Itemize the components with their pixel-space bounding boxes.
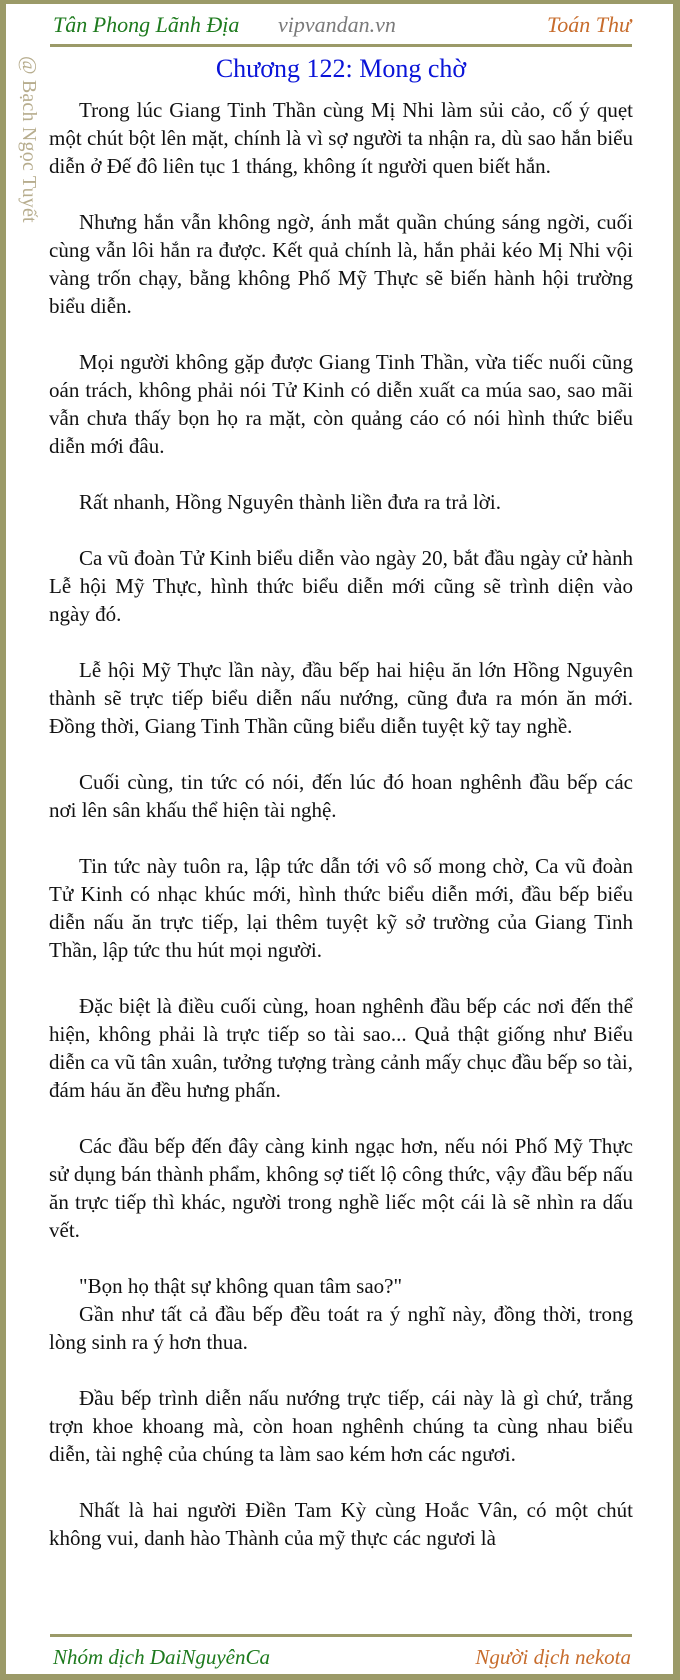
page-footer — [53, 1640, 631, 1674]
paragraph: Nhưng hắn vẫn không ngờ, ánh mắt quần chúng sáng ngời, cuối cùng vẫn lôi hắn ra được. Kết quả chính là, hắn phải kéo Mị Nhi vội vàng trốn chạy, bằng không Phố Mỹ Thực sẽ biến hành hội trường biểu diễn. — [49, 210, 633, 318]
paragraph: Gần như tất cả đầu bếp đều toát ra ý nghĩ này, đồng thời, trong lòng sinh ra ý hơn thua. — [49, 1302, 633, 1354]
site-name: Tân Phong Lãnh Địa — [53, 12, 240, 37]
watermark: @ Bạch Ngọc Tuyết — [18, 56, 40, 223]
page — [6, 4, 673, 1674]
paragraph: Lễ hội Mỹ Thực lần này, đầu bếp hai hiệu ăn lớn Hồng Nguyên thành sẽ trực tiếp biểu diễn nấu nướng, cũng đưa ra món ăn mới. Đồng thời, Giang Tinh Thần cũng biểu diễn tuyệt kỹ tay nghề. — [49, 658, 633, 738]
chapter-title: Chương 122: Mong chờ — [215, 54, 467, 83]
site-url: vipvandan.vn — [278, 12, 396, 37]
paragraph: Tin tức này tuôn ra, lập tức dẫn tới vô số mong chờ, Ca vũ đoàn Tử Kinh có nhạc khúc mới, hình thức biểu diễn mới, đầu bếp biểu diễn nấu ăn trực tiếp, lại thêm tuyệt kỹ sở trường của Giang Tinh Thần, lập tức thu hút mọi người. — [49, 854, 633, 962]
paragraph: Cuối cùng, tin tức có nói, đến lúc đó hoan nghênh đầu bếp các nơi lên sân khấu thể hiện tài nghệ. — [49, 770, 633, 822]
paragraph: Các đầu bếp đến đây càng kinh ngạc hơn, nếu nói Phố Mỹ Thực sử dụng bán thành phẩm, không sợ tiết lộ công thức, vậy đầu bếp nấu ăn trực tiếp thì khác, người trong nghề liếc một cái là sẽ nhìn ra dấu vết. — [49, 1134, 633, 1242]
paragraph: Trong lúc Giang Tinh Thần cùng Mị Nhi làm sủi cảo, cố ý quẹt một chút bột lên mặt, chính là vì sợ người ta nhận ra, dù sao hắn biểu diễn ở Đế đô liên tục 1 tháng, không ít người quen biết hắn. — [49, 98, 633, 178]
paragraph: Mọi người không gặp được Giang Tinh Thần, vừa tiếc nuối cũng oán trách, không phải nói Tử Kinh có diễn xuất ca múa sao, sao mãi vẫn chưa thấy bọn họ ra mặt, còn quảng cáo có nói hình thức biểu diễn mới đâu. — [49, 350, 633, 458]
paragraph: Đầu bếp trình diễn nấu nướng trực tiếp, cái này là gì chứ, trắng trợn khoe khoang mà, còn hoan nghênh chúng ta cùng nhau biểu diễn, tài nghệ của chúng ta làm sao kém hơn các ngươi. — [49, 1386, 633, 1466]
header-divider — [50, 44, 632, 47]
chapter-content — [49, 96, 633, 1580]
paragraph: Ca vũ đoàn Tử Kinh biểu diễn vào ngày 20, bắt đầu ngày cử hành Lễ hội Mỹ Thực, hình thức biểu diễn mới cũng sẽ trình diện vào ngày đó. — [49, 546, 633, 626]
translator-credit: Người dịch nekota — [475, 1645, 631, 1669]
translation-group: Nhóm dịch DaiNguyênCa — [53, 1645, 270, 1669]
footer-divider — [50, 1634, 632, 1637]
page-header — [53, 6, 631, 44]
paragraph: Rất nhanh, Hồng Nguyên thành liền đưa ra trả lời. — [79, 490, 501, 514]
paragraph: Nhất là hai người Điền Tam Kỳ cùng Hoắc Vân, có một chút không vui, danh hào Thành của mỹ thực các ngươi là — [49, 1498, 633, 1550]
book-title: Toán Thư — [547, 12, 631, 37]
dialogue-line: "Bọn họ thật sự không quan tâm sao?" — [79, 1274, 403, 1298]
paragraph: Đặc biệt là điều cuối cùng, hoan nghênh đầu bếp các nơi đến thể hiện, không phải là trực tiếp so tài sao... Quả thật giống như Biểu diễn ca vũ tân xuân, tưởng tượng tràng cảnh mấy chục đầu bếp so tài, đám háu ăn đều hưng phấn. — [49, 994, 633, 1102]
